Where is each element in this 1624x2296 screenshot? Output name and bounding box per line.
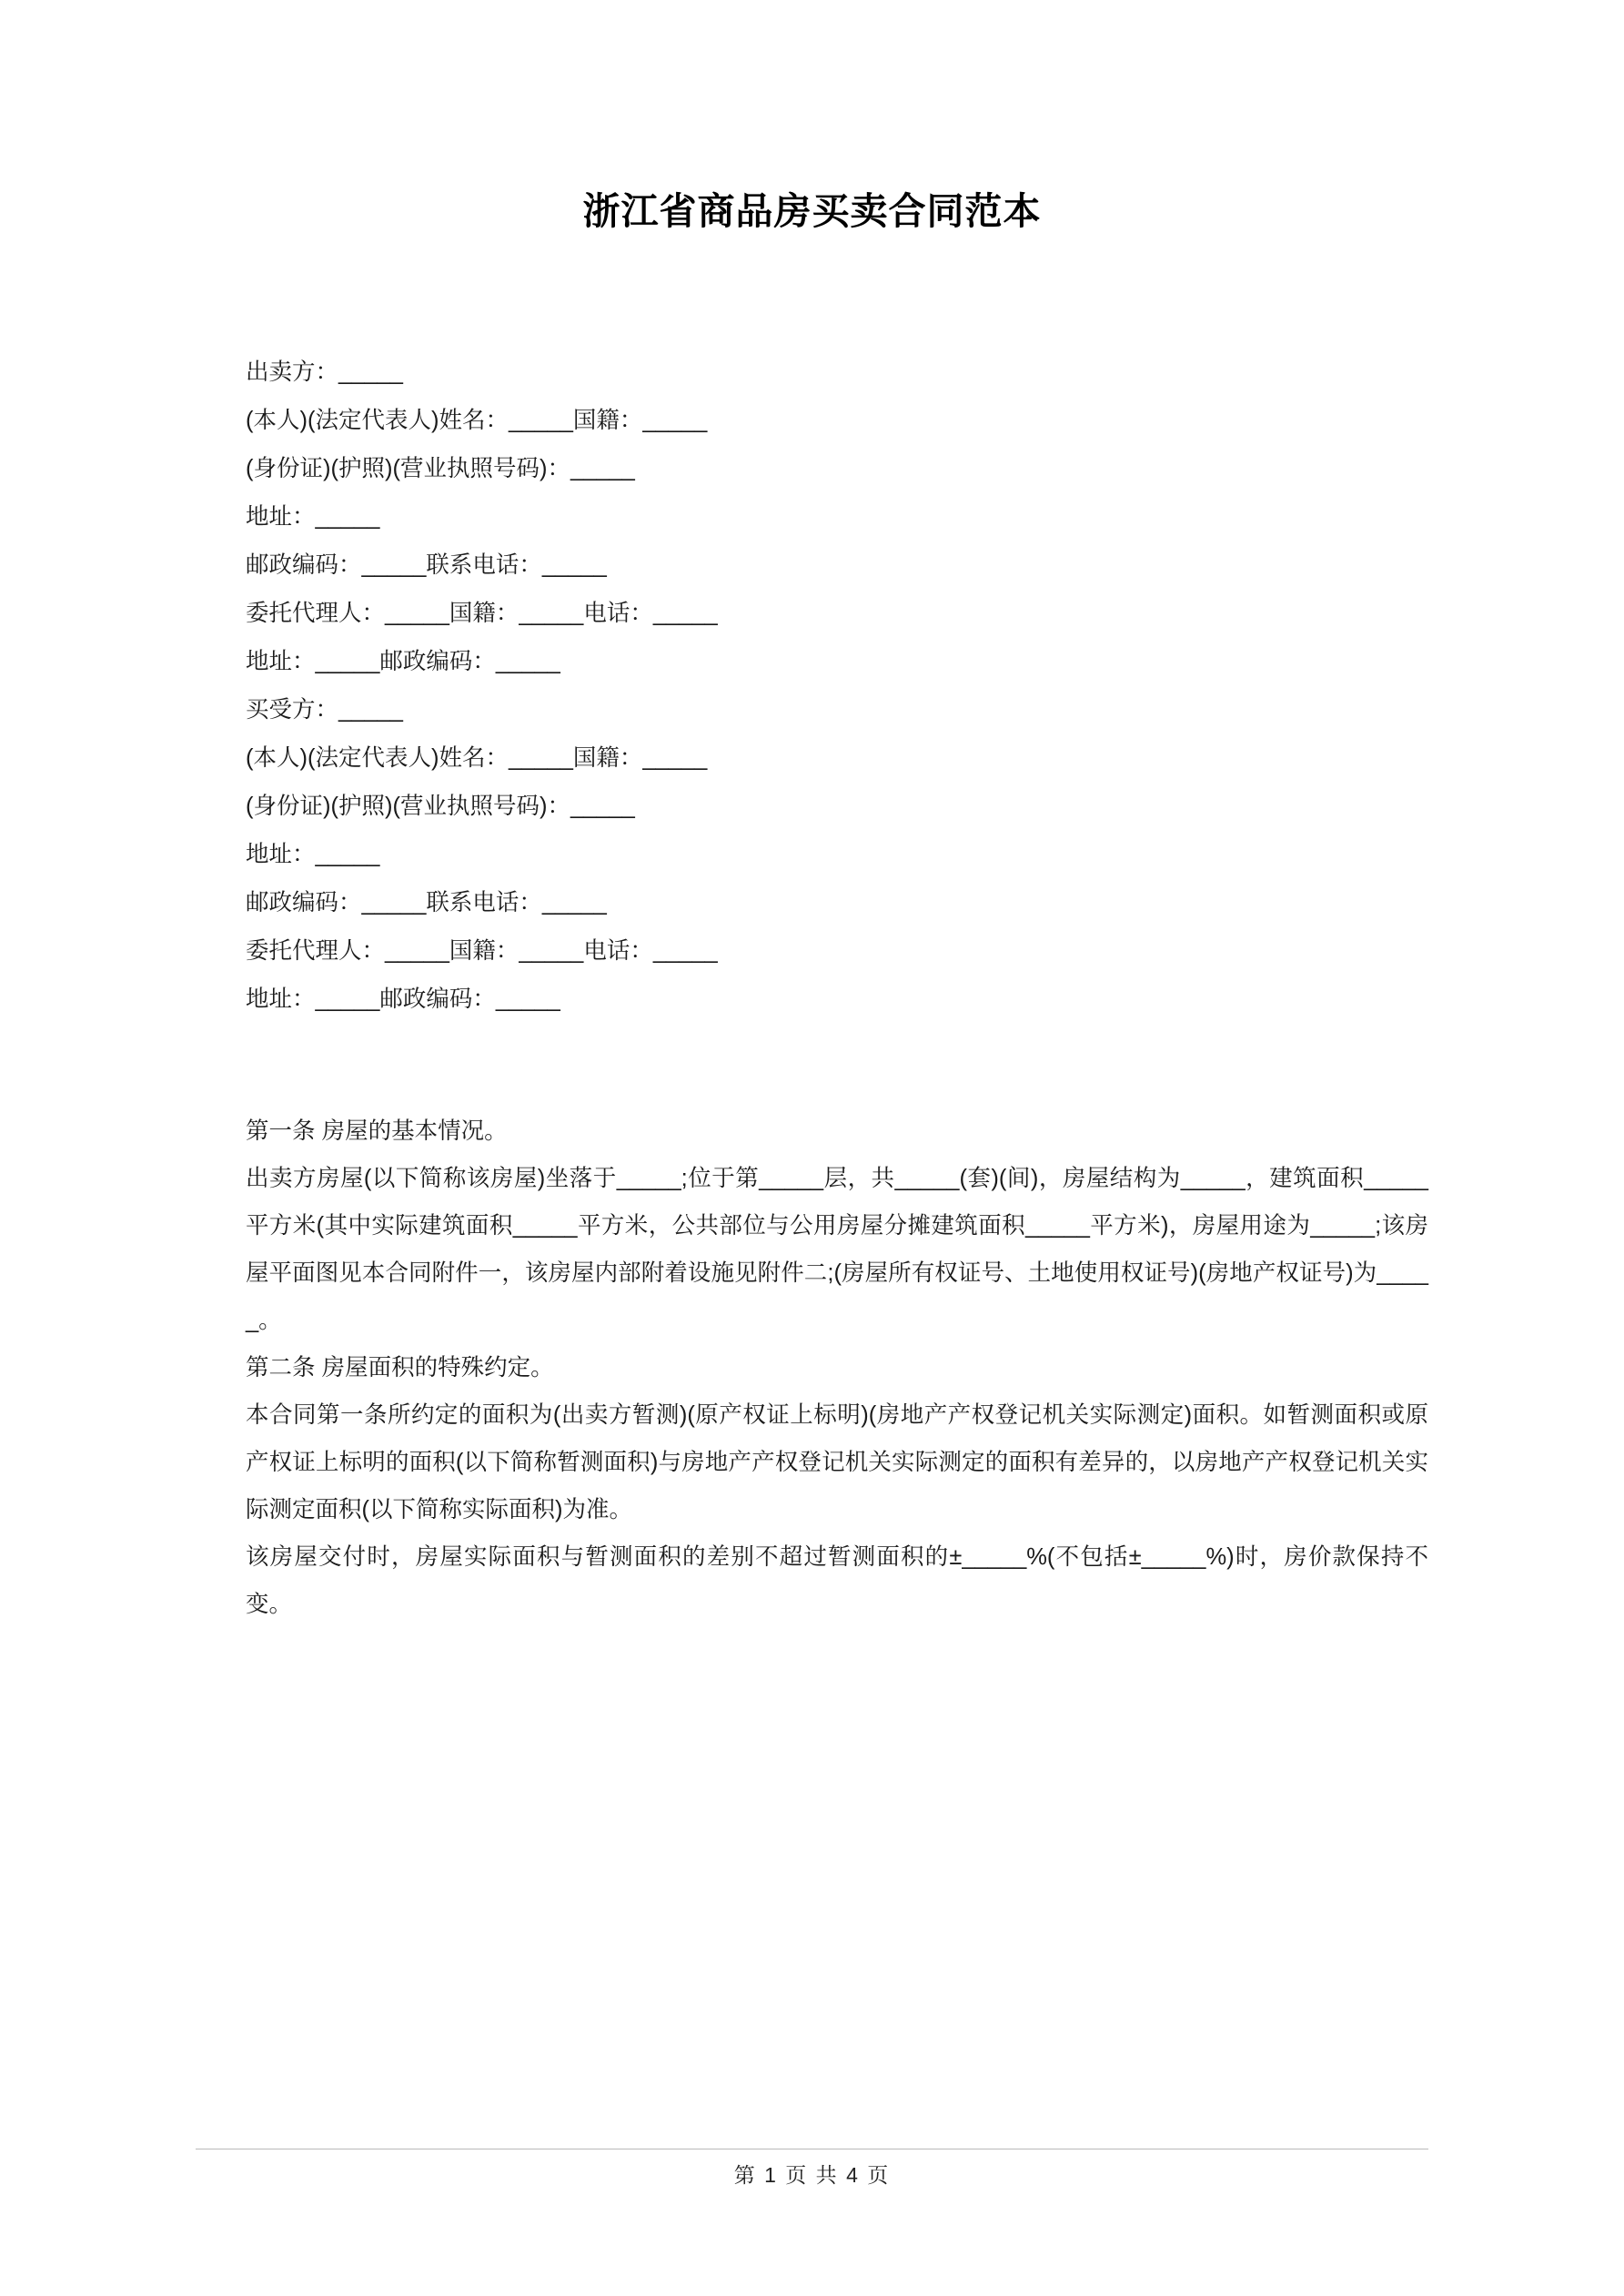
party-line: 出卖方：_____ (246, 359, 403, 386)
party-line: 买受方：_____ (246, 697, 403, 723)
party-information-block (196, 349, 1428, 1024)
clause-body-1: 出卖方房屋(以下简称该房屋)坐落于_____;位于第_____层，共_____(套)(间)，房屋结构为_____，建筑面积_____平方米(其中实际建筑面积_____平方米，公共部位与公用房屋分摊建筑面积_____平方米)，房屋用途为_____;该房屋平面图见本合同附件一，该房屋内部附着设施见附件二;(房屋所有权证号、土地使用权证号)(房地产权证号)为_____。 (246, 1166, 1428, 1334)
party-line: (本人)(法定代表人)姓名：_____国籍：_____ (246, 408, 708, 434)
party-line: 邮政编码：_____联系电话：_____ (246, 890, 607, 916)
party-line: 委托代理人：_____国籍：_____电话：_____ (246, 601, 718, 627)
clause-heading-1: 第一条 房屋的基本情况。 (246, 1118, 508, 1145)
party-line: 地址：_____邮政编码：_____ (246, 649, 560, 675)
page-title: 浙江省商品房买卖合同范本 (582, 190, 1042, 232)
party-line: 地址：_____ (246, 504, 380, 531)
party-line: (身份证)(护照)(营业执照号码)：_____ (246, 794, 635, 820)
clause-body-2: 本合同第一条所约定的面积为(出卖方暂测)(原产权证上标明)(房地产产权登记机关实际测定)面积。如暂测面积或原产权证上标明的面积(以下简称暂测面积)与房地产产权登记机关实际测定的面积有差异的，以房地产产权登记机关实际测定面积(以下简称实际面积)为准。 (246, 1402, 1428, 1523)
party-line: (身份证)(护照)(营业执照号码)：_____ (246, 456, 635, 482)
page-number: 第 1 页 共 4 页 (733, 2163, 891, 2187)
page-footer (0, 2149, 1624, 2189)
party-line: (本人)(法定代表人)姓名：_____国籍：_____ (246, 745, 708, 772)
party-line: 地址：_____邮政编码：_____ (246, 986, 560, 1013)
party-line: 邮政编码：_____联系电话：_____ (246, 552, 607, 579)
clause-body-3: 该房屋交付时，房屋实际面积与暂测面积的差别不超过暂测面积的±_____%(不包括±_____%)时，房价款保持不变。 (246, 1544, 1428, 1618)
party-line: 委托代理人：_____国籍：_____电话：_____ (246, 938, 718, 965)
clause-heading-2: 第二条 房屋面积的特殊约定。 (246, 1355, 554, 1381)
clauses-block (196, 1108, 1428, 1628)
party-line: 地址：_____ (246, 842, 380, 868)
